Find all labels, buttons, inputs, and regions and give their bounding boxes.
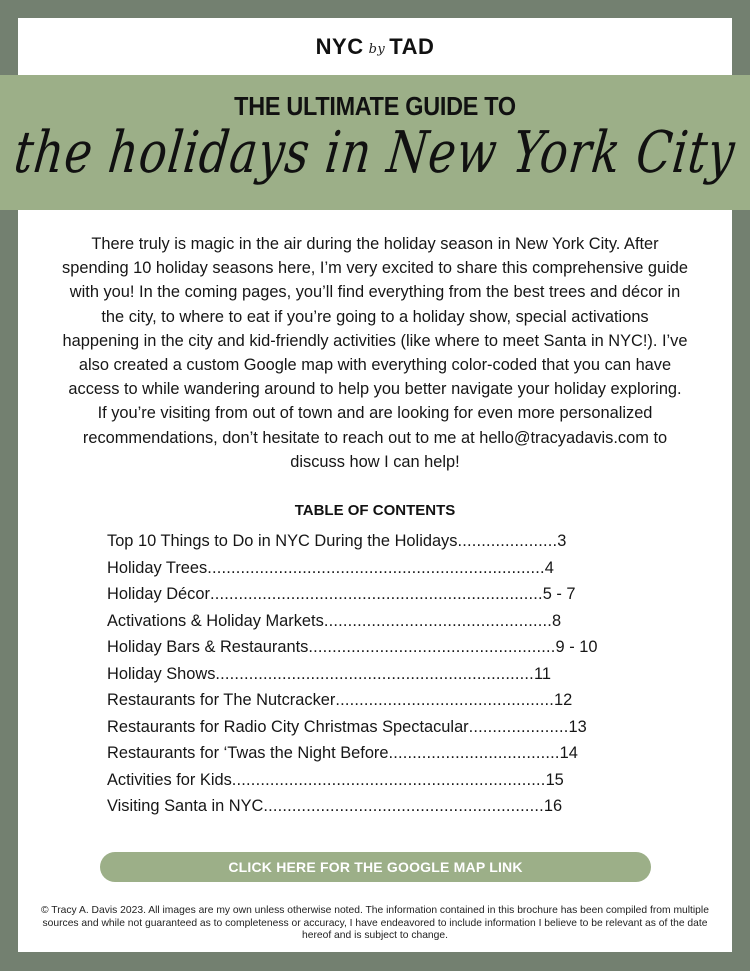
guide-kicker: THE ULTIMATE GUIDE TO [234,91,516,121]
toc-item-page: 16 [543,797,563,815]
toc-leader: ................................................................... [215,664,534,683]
toc-item-label: Restaurants for The Nutcracker [107,691,336,709]
toc-leader: ...................................................................... [209,585,543,603]
logo-tad: TAD [389,33,435,59]
toc-leader: ........................................................... [263,797,544,815]
toc-item-label: Restaurants for ‘Twas the Night Before [107,744,389,762]
toc-leader: ....................................................................... [207,558,545,577]
toc-leader: .................................................................. [231,770,546,789]
toc-leader: .................................... [388,744,560,762]
toc-item-page: 9 - 10 [555,638,598,656]
toc-item-label: Top 10 Things to Do in NYC During the Holidays [107,532,458,550]
google-map-link-button[interactable]: CLICK HERE FOR THE GOOGLE MAP LINK [100,852,651,882]
toc-leader: ..................... [468,717,569,736]
toc-item-label: Activations & Holiday Markets [107,611,324,630]
toc-heading: TABLE OF CONTENTS [294,502,456,519]
brand-logo [0,18,750,75]
toc-item [107,528,647,555]
toc-item [107,687,647,714]
toc-leader: .................................................... [308,638,556,656]
toc-leader: .............................................. [335,691,555,709]
toc-item-page: 15 [545,770,564,789]
logo-by: by [368,42,386,57]
toc-item [107,740,647,767]
guide-script-title: the holidays in New York City [11,118,739,186]
toc-item-page: 13 [568,717,587,736]
toc-item [107,767,647,794]
toc-item [107,581,647,608]
toc-item-label: Holiday Bars & Restaurants [107,638,309,656]
toc-item-page: 14 [559,744,578,762]
toc-item-label: Restaurants for Radio City Christmas Spectacular [107,717,469,736]
title-band [0,75,750,210]
toc-item [107,634,647,661]
logo-nyc: NYC [315,33,364,59]
toc-leader: ................................................ [323,611,552,630]
copyright-disclaimer: © Tracy A. Davis 2023. All images are my own unless otherwise noted. The information contained in this brochure has been compiled from multiple sources and while not guaranteed as to completeness or accuracy, I have endeavored to include information I believe to be relevant as of the date hereof and is subject to change. [41,905,709,942]
toc-item-label: Holiday Décor [107,585,210,603]
toc-leader: ..................... [457,532,558,550]
toc-item-label: Holiday Trees [107,558,208,577]
intro-paragraph: There truly is magic in the air during the holiday season in New York City. After spending 10 holiday seasons here, I’m very excited to share this comprehensive guide with you! In the coming pages, you’ll find everything from the best trees and décor in the city, to where to eat if you’re going to a holiday show, special activations happening in the city and kid-friendly activities (like where to meet Santa in NYC!). I’ve also created a custom Google map with everything color-coded that you can have access to while wandering around to help you better navigate your holiday exploring. If you’re visiting from out of town and are looking for even more personalized recommendations, don’t hesitate to reach out to me at hello@tracyadavis.com to discuss how I can help! [62,235,688,471]
toc-item-page: 3 [557,532,567,550]
toc-item-label: Activities for Kids [107,770,232,789]
toc-item [107,608,647,635]
toc-item-page: 12 [554,691,573,709]
toc-item [107,661,647,688]
toc-item-page: 4 [544,558,554,577]
toc-item [107,714,647,741]
toc-item [107,793,647,820]
toc-item-page: 11 [533,664,551,683]
toc-item-page: 8 [552,611,562,630]
toc-item-page: 5 - 7 [542,585,576,603]
toc-item-label: Holiday Shows [107,664,216,683]
toc-item-label: Visiting Santa in NYC [107,797,264,815]
toc-item [107,555,647,582]
table-of-contents [107,528,647,820]
